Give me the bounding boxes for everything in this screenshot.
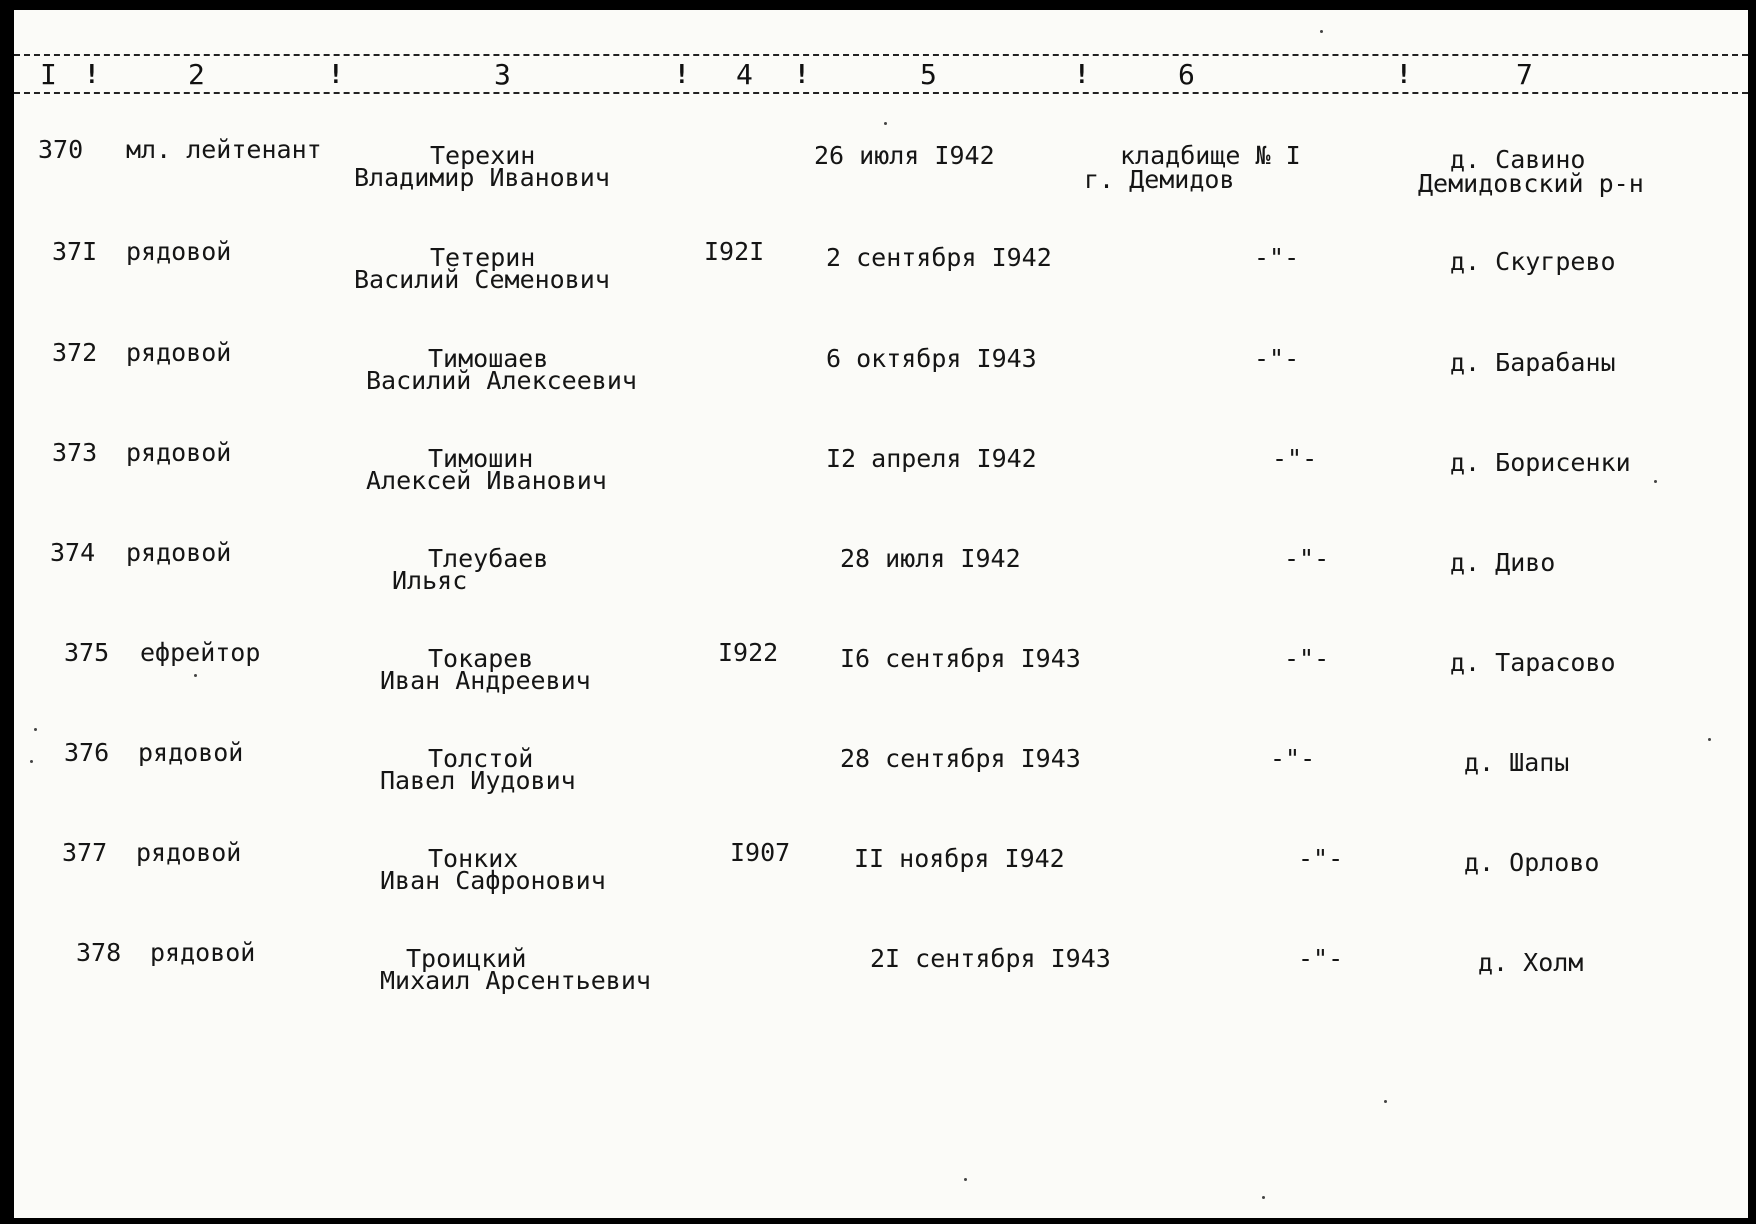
record-village: д. Диво bbox=[1450, 548, 1556, 577]
record-date: 2 сентября I942 bbox=[826, 243, 1052, 272]
col-header-5: 5 bbox=[920, 58, 937, 91]
scan-speck bbox=[34, 728, 37, 731]
record-given-name: Иван Андреевич bbox=[380, 666, 591, 695]
record-date: I2 апреля I942 bbox=[826, 444, 1037, 473]
record-surname: Тетерин bbox=[430, 243, 536, 272]
record-given-name: Василий Семенович bbox=[354, 265, 610, 294]
col-header-6: 6 bbox=[1178, 58, 1195, 91]
record-given-name: Михаил Арсентьевич bbox=[380, 966, 651, 995]
table-row bbox=[14, 940, 1748, 1040]
scan-speck bbox=[964, 1178, 967, 1181]
record-number: 37I bbox=[52, 237, 98, 266]
record-date: 6 октября I943 bbox=[826, 344, 1037, 373]
record-burial-place-line2: г. Демидов bbox=[1084, 165, 1235, 194]
record-rank: рядовой bbox=[138, 738, 244, 767]
record-given-name: Павел Иудович bbox=[380, 766, 576, 795]
record-given-name: Ильяс bbox=[392, 566, 468, 595]
record-burial-place: кладбище № I bbox=[1120, 141, 1301, 170]
document-page bbox=[14, 10, 1748, 1218]
record-village: д. Савино bbox=[1450, 145, 1586, 174]
record-given-name: Василий Алексеевич bbox=[366, 366, 637, 395]
record-given-name: Владимир Иванович bbox=[354, 163, 610, 192]
col-separator: ! bbox=[1396, 60, 1412, 90]
table-row bbox=[14, 740, 1748, 840]
table-row bbox=[14, 640, 1748, 740]
record-number: 370 bbox=[38, 135, 84, 164]
record-rank: рядовой bbox=[136, 838, 242, 867]
record-village: д. Борисенки bbox=[1450, 448, 1631, 477]
scan-speck bbox=[1654, 480, 1657, 483]
record-burial-place: -"- bbox=[1298, 844, 1344, 873]
record-village: д. Тарасово bbox=[1450, 648, 1616, 677]
record-date: 2I сентября I943 bbox=[870, 944, 1111, 973]
record-surname: Тимошаев bbox=[428, 344, 549, 373]
record-date: II ноября I942 bbox=[854, 844, 1065, 873]
record-burial-place: -"- bbox=[1254, 344, 1300, 373]
record-rank: рядовой bbox=[126, 237, 232, 266]
record-surname: Тонких bbox=[428, 844, 519, 873]
record-rank: мл. лейтенант bbox=[126, 135, 322, 164]
record-burial-place: -"- bbox=[1272, 444, 1318, 473]
record-date: 26 июля I942 bbox=[814, 141, 995, 170]
record-burial-place: -"- bbox=[1254, 243, 1300, 272]
record-surname: Тлеубаев bbox=[428, 544, 549, 573]
record-birth-year: I907 bbox=[730, 838, 791, 867]
record-number: 376 bbox=[64, 738, 110, 767]
record-burial-place: -"- bbox=[1298, 944, 1344, 973]
table-row bbox=[14, 440, 1748, 540]
col-separator: ! bbox=[674, 60, 690, 90]
record-date: 28 сентября I943 bbox=[840, 744, 1081, 773]
record-surname: Токарев bbox=[428, 644, 534, 673]
scan-speck bbox=[1384, 1100, 1387, 1103]
header-rule-bottom bbox=[14, 92, 1748, 94]
record-birth-year: I92I bbox=[704, 237, 765, 266]
col-separator: ! bbox=[1074, 60, 1090, 90]
col-header-4: 4 bbox=[736, 58, 753, 91]
record-birth-year: I922 bbox=[718, 638, 779, 667]
record-surname: Троицкий bbox=[406, 944, 527, 973]
record-burial-place: -"- bbox=[1284, 644, 1330, 673]
scan-speck bbox=[1320, 30, 1323, 33]
record-number: 374 bbox=[50, 538, 96, 567]
record-rank: рядовой bbox=[150, 938, 256, 967]
record-date: I6 сентября I943 bbox=[840, 644, 1081, 673]
record-village: д. Орлово bbox=[1464, 848, 1600, 877]
record-village-line2: Демидовский р-н bbox=[1418, 169, 1644, 198]
record-number: 375 bbox=[64, 638, 110, 667]
record-surname: Тимошин bbox=[428, 444, 534, 473]
record-surname: Толстой bbox=[428, 744, 534, 773]
record-number: 372 bbox=[52, 338, 98, 367]
record-rank: рядовой bbox=[126, 338, 232, 367]
record-burial-place: -"- bbox=[1284, 544, 1330, 573]
record-village: д. Барабаны bbox=[1450, 348, 1616, 377]
col-header-1: I bbox=[40, 58, 57, 91]
scan-speck bbox=[1708, 738, 1711, 741]
col-separator: ! bbox=[328, 60, 344, 90]
table-row bbox=[14, 540, 1748, 640]
col-header-3: 3 bbox=[494, 58, 511, 91]
record-rank: ефрейтор bbox=[140, 638, 261, 667]
record-number: 373 bbox=[52, 438, 98, 467]
header-rule-top bbox=[14, 54, 1748, 56]
record-village: д. Холм bbox=[1478, 948, 1584, 977]
record-surname: Терехин bbox=[430, 141, 536, 170]
col-header-7: 7 bbox=[1516, 58, 1533, 91]
record-date: 28 июля I942 bbox=[840, 544, 1021, 573]
scan-speck bbox=[30, 760, 33, 763]
record-given-name: Алексей Иванович bbox=[366, 466, 607, 495]
record-village: д. Скугрево bbox=[1450, 247, 1616, 276]
scan-speck bbox=[884, 122, 887, 125]
record-burial-place: -"- bbox=[1270, 744, 1316, 773]
scan-speck bbox=[194, 674, 197, 677]
record-village: д. Шапы bbox=[1464, 748, 1570, 777]
col-separator: ! bbox=[794, 60, 810, 90]
record-number: 377 bbox=[62, 838, 108, 867]
record-rank: рядовой bbox=[126, 538, 232, 567]
table-row bbox=[14, 137, 1748, 237]
table-row bbox=[14, 340, 1748, 440]
scan-speck bbox=[1262, 1196, 1265, 1199]
record-number: 378 bbox=[76, 938, 122, 967]
record-given-name: Иван Сафронович bbox=[380, 866, 606, 895]
table-row bbox=[14, 239, 1748, 339]
col-separator: ! bbox=[84, 60, 100, 90]
col-header-2: 2 bbox=[188, 58, 205, 91]
record-rank: рядовой bbox=[126, 438, 232, 467]
table-row bbox=[14, 840, 1748, 940]
